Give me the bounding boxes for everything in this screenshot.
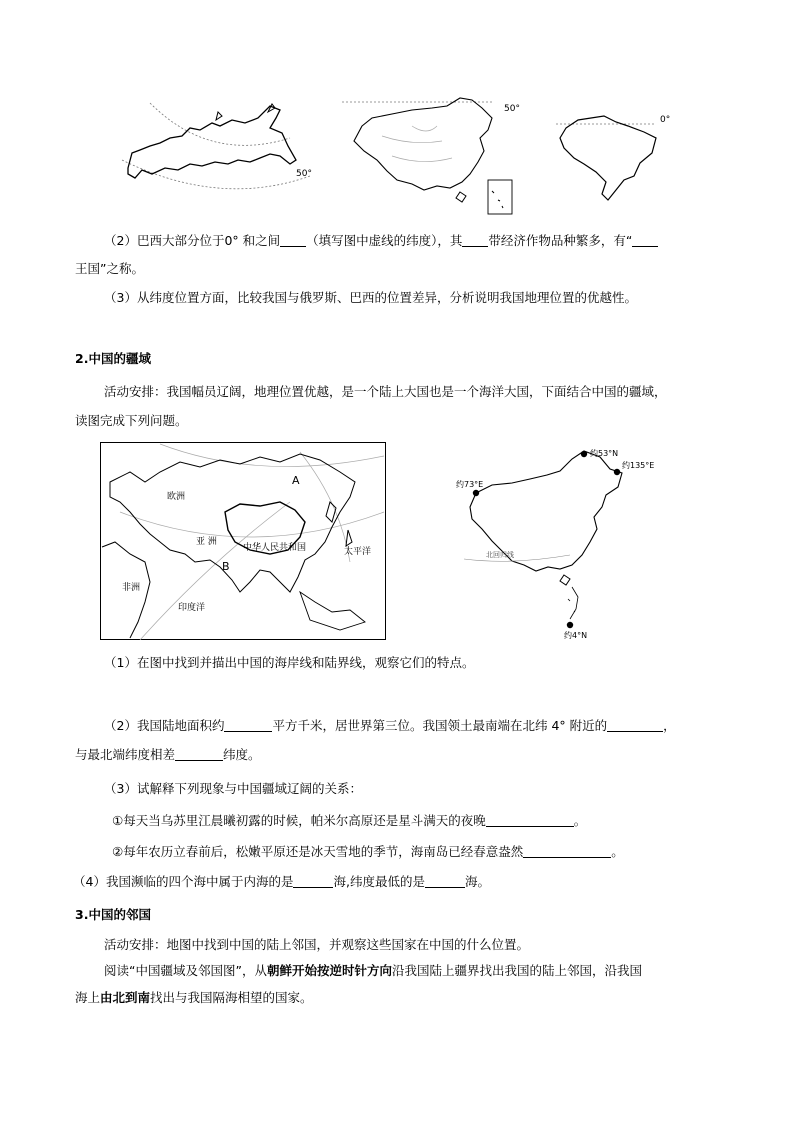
section3-line1: 活动安排：地图中找到中国的陆上邻国，并观察这些国家在中国的什么位置。	[104, 937, 530, 952]
section2-intro-line1: 活动安排：我国幅员辽阔，地理位置优越，是一个陆上大国也是一个海洋大国，下面结合中国的疆域，	[104, 384, 667, 399]
section3-line2: 阅读“中国疆域及邻国图”，从朝鲜开始按逆时针方向沿我国陆上疆界找出我国的陆上邻国，沿我国	[104, 963, 642, 978]
question-area-line1: （2）我国陆地面积约 平方千米，居世界第三位。我国领土最南端在北纬 4° 附近的 ，	[104, 718, 676, 733]
asia-map-asia: 亚 洲	[196, 537, 217, 547]
asia-map-indian-ocean: 印度洋	[178, 603, 206, 613]
asia-map-pacific: 太平洋	[344, 547, 372, 557]
answer-blank[interactable]	[175, 747, 223, 761]
answer-blank[interactable]	[607, 718, 663, 732]
section-heading-neighbors: 3.中国的邻国	[75, 907, 151, 922]
brazil-lat-label: 0°	[660, 115, 671, 125]
question-seas: （4）我国濒临的四个海中属于内海的是 海,纬度最低的是 海。	[73, 874, 490, 889]
china-lat-label: 50°	[504, 104, 520, 114]
china-extremes-map	[452, 447, 662, 643]
section2-intro-line2: 读图完成下列问题。	[75, 413, 188, 428]
brazil-map	[556, 108, 680, 204]
tropic-label: 北回归线	[486, 551, 514, 559]
question-brazil-line2: 王国”之称。	[75, 261, 144, 276]
section3-line3: 海上由北到南找出与我国隔海相望的国家。	[75, 990, 313, 1005]
extreme-west-label: 约73°E	[456, 480, 484, 489]
asia-map-label-a: A	[292, 474, 300, 487]
asia-map-europe: 欧洲	[167, 492, 186, 502]
question-brazil-line1: （2）巴西大部分位于0° 和之间 （填写图中虚线的纬度），其 带经济作物品种繁多，有“	[104, 232, 658, 250]
answer-blank[interactable]	[280, 233, 306, 247]
question-phenomena: （3）试解释下列现象与中国疆域辽阔的关系：	[104, 781, 362, 796]
phenomenon-2: ②每年农历立春前后，松嫩平原还是冰天雪地的季节，海南岛已经春意盎然 。	[112, 844, 624, 859]
answer-blank[interactable]	[632, 233, 658, 247]
asia-map-africa: 非洲	[122, 583, 141, 593]
question-compare: （3）从纬度位置方面，比较我国与俄罗斯、巴西的位置差异，分析说明我国地理位置的优越性。	[104, 290, 637, 305]
answer-blank[interactable]	[462, 233, 488, 247]
russia-map	[120, 98, 320, 198]
answer-blank[interactable]	[224, 718, 272, 732]
asia-map-china: 中华人民共和国	[243, 543, 307, 553]
question-area-line2: 与最北端纬度相差 纬度。	[75, 747, 261, 762]
answer-blank[interactable]	[425, 874, 465, 888]
answer-blank[interactable]	[523, 844, 611, 858]
answer-blank[interactable]	[293, 874, 333, 888]
china-terrain-map	[342, 96, 524, 216]
asia-map-label-b: B	[222, 560, 230, 573]
extreme-east-label: 约135°E	[622, 461, 655, 470]
question-coastline: （1）在图中找到并描出中国的海岸线和陆界线，观察它们的特点。	[104, 655, 475, 670]
russia-lat-label: 50°	[296, 169, 312, 179]
answer-blank[interactable]	[486, 813, 574, 827]
extreme-south-label: 约4°N	[564, 631, 588, 640]
extreme-north-label: 约53°N	[590, 449, 619, 458]
phenomenon-1: ①每天当乌苏里江晨曦初露的时候，帕米尔高原还是星斗满天的夜晚 。	[112, 813, 587, 828]
section-heading-territory: 2.中国的疆域	[75, 351, 151, 366]
asia-map	[100, 442, 386, 640]
